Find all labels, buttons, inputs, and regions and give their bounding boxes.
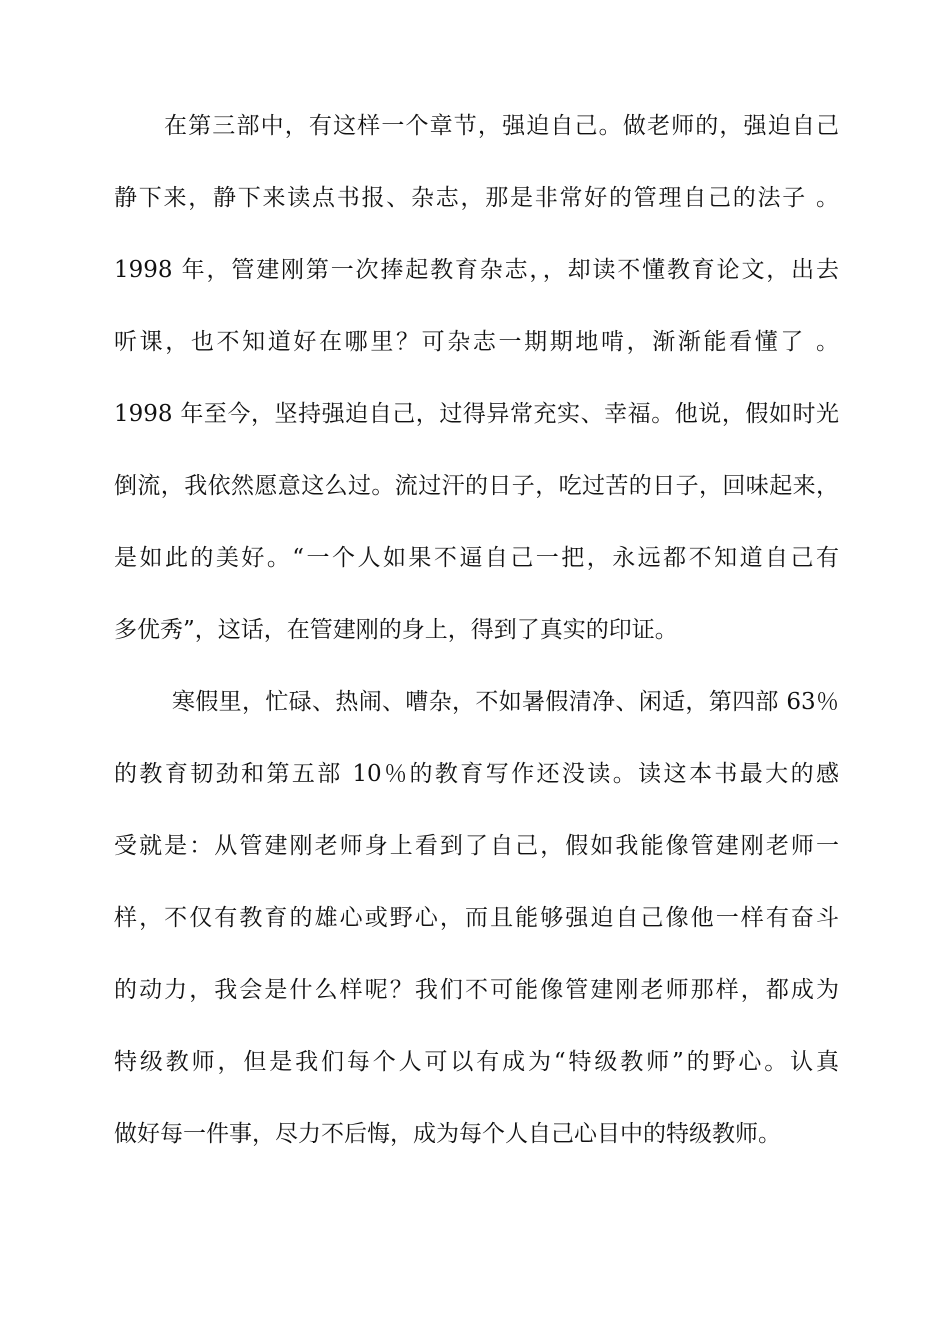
paragraph-1-line-7: 是如此的美好。“一个人如果不逼自己一把，永远都不知道自己有 — [114, 545, 839, 571]
paragraph-2-line-4: 样，不仅有教育的雄心或野心，而且能够强迫自己像他一样有奋斗 — [114, 905, 839, 931]
paragraph-1-line-8: 多优秀”，这话，在管建刚的身上，得到了真实的印证。 — [114, 617, 678, 643]
paragraph-1-line-1: 在第三部中，有这样一个章节，强迫自己。做老师的，强迫自己 — [164, 113, 839, 139]
paragraph-2-line-1: 寒假里，忙碌、热闹、嘈杂，不如暑假清净、闲适，第四部 63％ — [172, 689, 839, 715]
paragraph-1-line-5: 1998 年至今，坚持强迫自己，过得异常充实、幸福。他说，假如时光 — [114, 401, 839, 427]
paragraph-2-line-7: 做好每一件事，尽力不后悔，成为每个人自己心目中的特级教师。 — [114, 1121, 781, 1147]
paragraph-1-line-3: 1998 年，管建刚第一次捧起教育杂志，，却读不懂教育论文，出去 — [114, 257, 839, 283]
paragraph-1-line-4: 听课，也不知道好在哪里？可杂志一期期地啃，渐渐能看懂了 。 — [114, 329, 839, 355]
paragraph-1-line-2: 静下来，静下来读点书报、杂志，那是非常好的管理自己的法子 。 — [114, 185, 839, 211]
paragraph-2-line-6: 特级教师，但是我们每个人可以有成为“特级教师”的野心。认真 — [114, 1049, 839, 1075]
paragraph-2-line-3: 受就是：从管建刚老师身上看到了自己，假如我能像管建刚老师一 — [114, 833, 839, 859]
paragraph-1-line-6: 倒流，我依然愿意这么过。流过汗的日子，吃过苦的日子，回味起来， — [114, 473, 839, 499]
paragraph-2-line-5: 的动力，我会是什么样呢？我们不可能像管建刚老师那样，都成为 — [114, 977, 839, 1003]
paragraph-2-line-2: 的教育韧劲和第五部 10％的教育写作还没读。读这本书最大的感 — [114, 761, 839, 787]
